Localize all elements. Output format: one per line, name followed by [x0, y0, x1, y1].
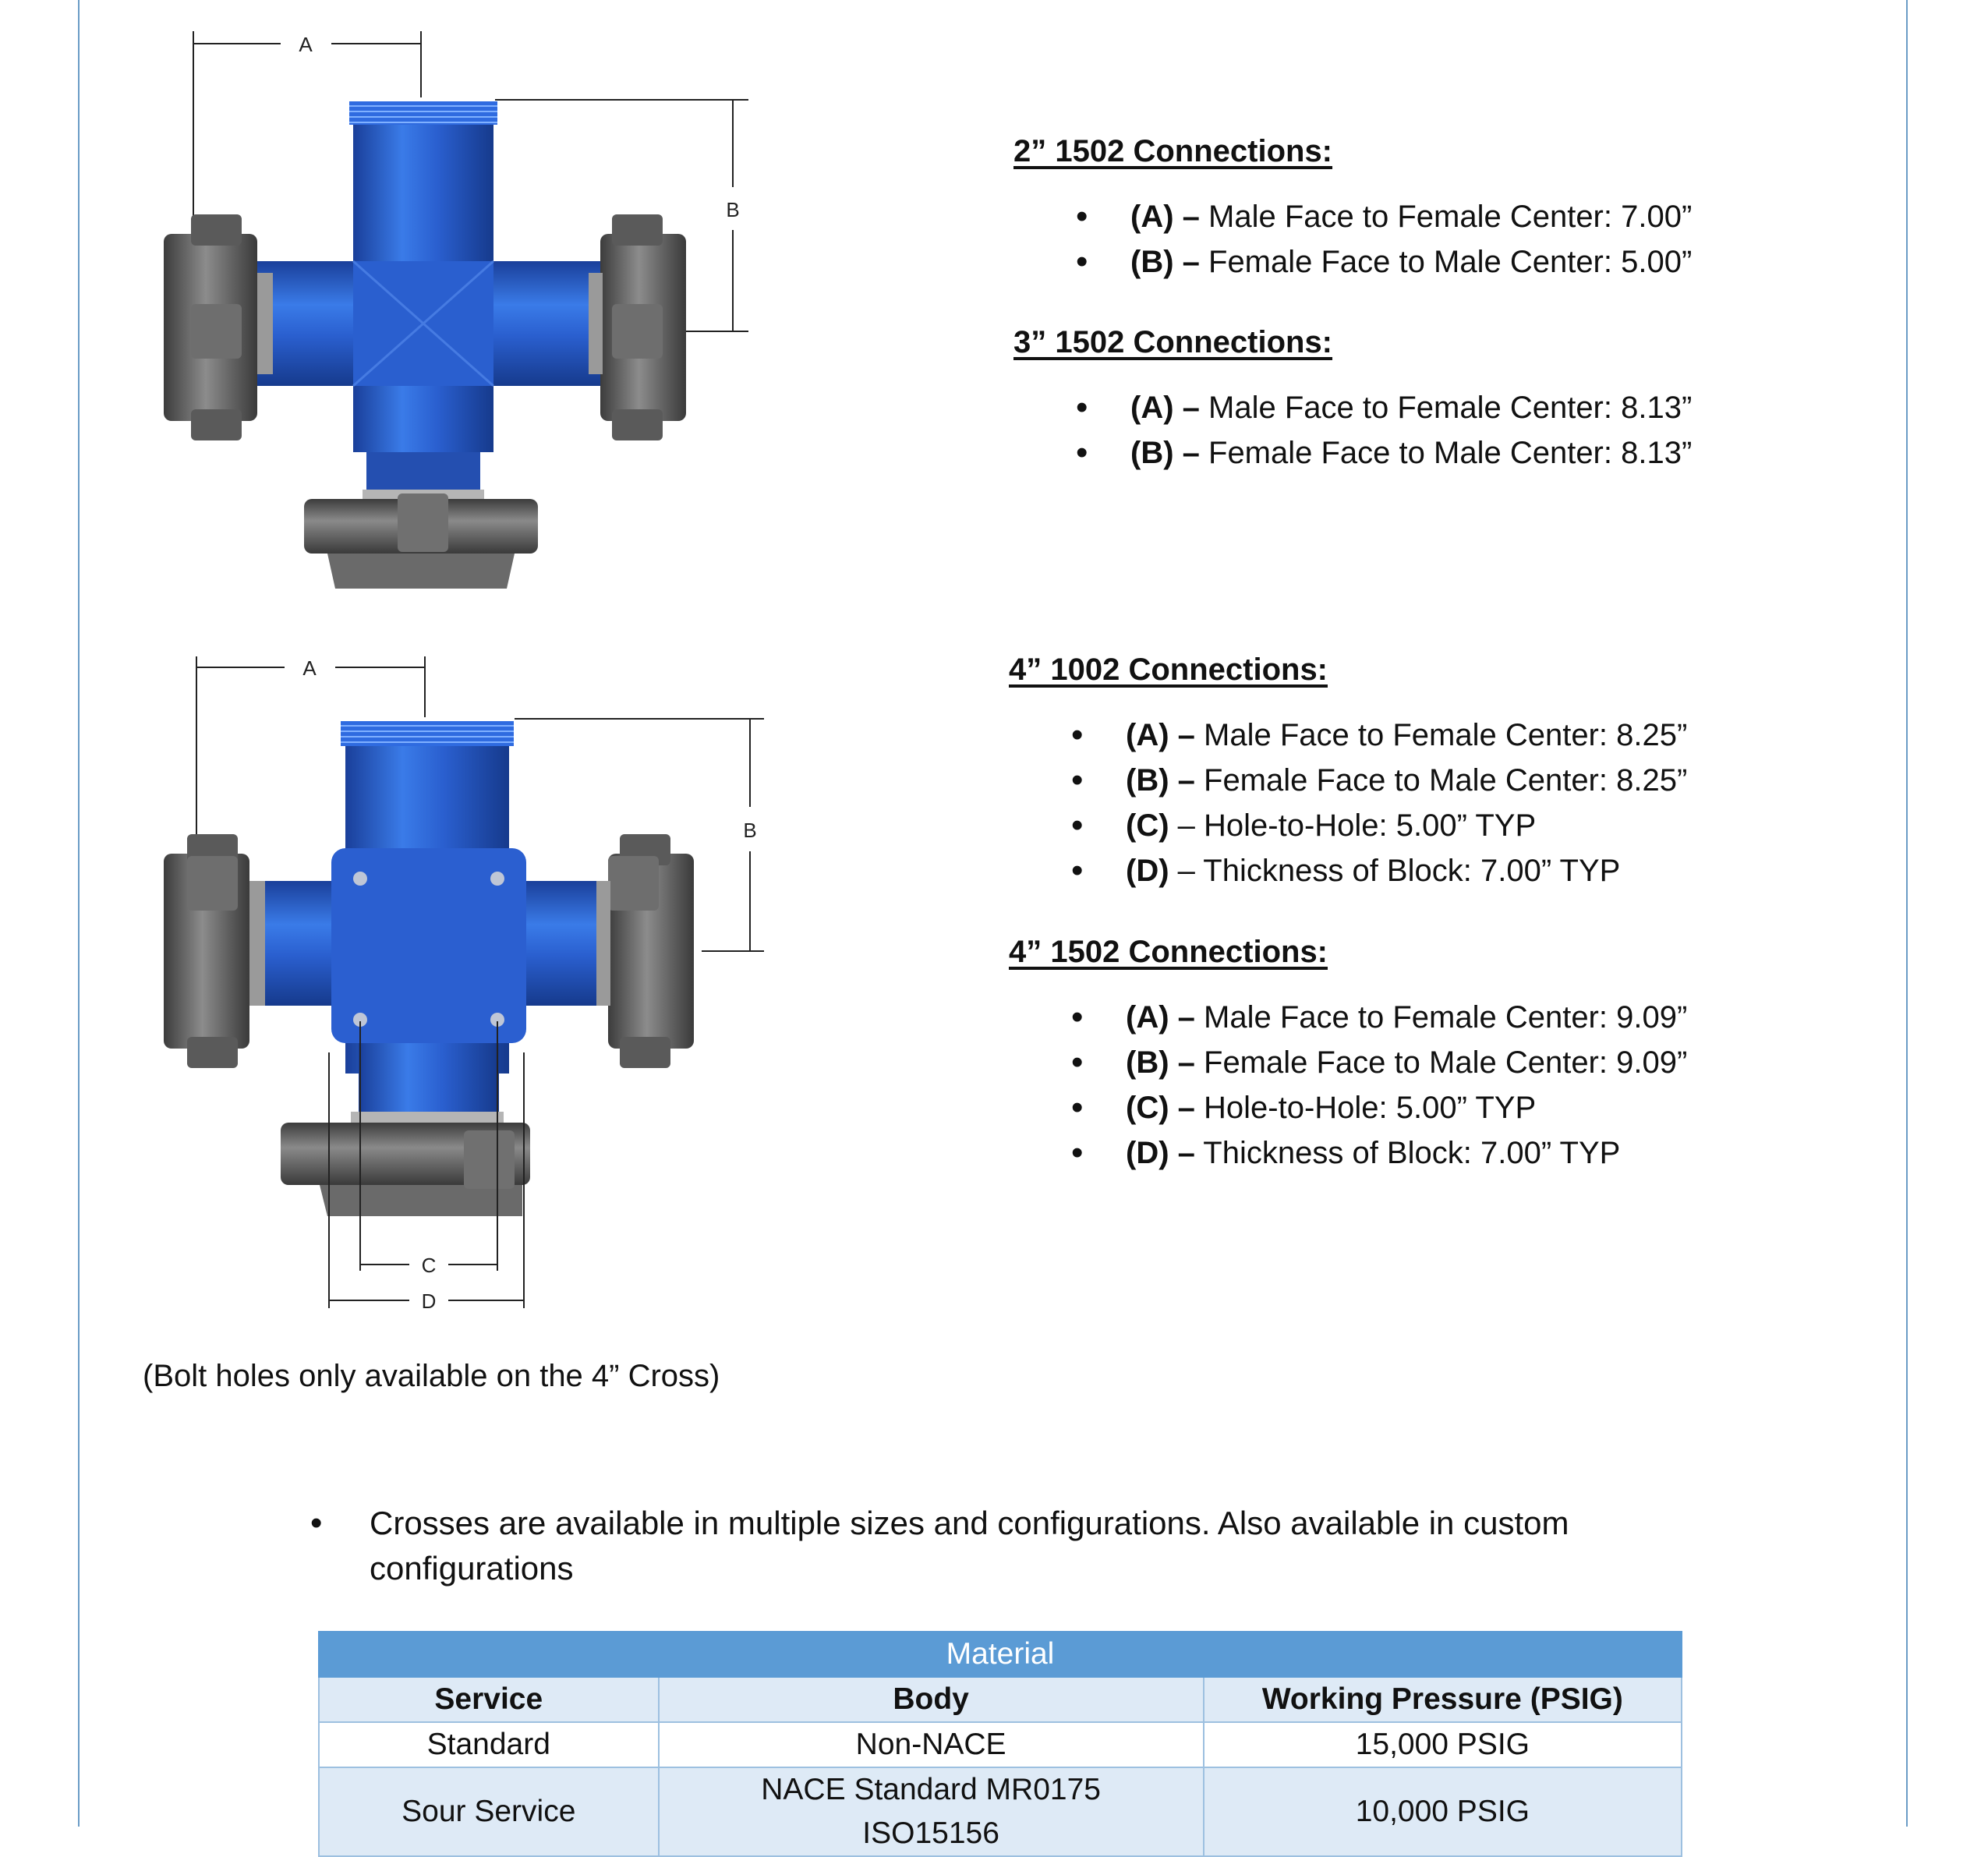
cell-body-line: ISO15156 — [862, 1816, 999, 1850]
table-title: Material — [319, 1632, 1682, 1677]
dimension-a-label: A — [299, 33, 313, 56]
table-row — [319, 1767, 1682, 1856]
spec-4in-1502 — [1009, 929, 1687, 1176]
hub-bottom — [281, 1112, 530, 1216]
cell-body: Non-NACE — [659, 1722, 1204, 1767]
section-title: 3” 1502 Connections: — [1013, 325, 1333, 359]
cross-drawing-standard — [156, 23, 780, 600]
dimension-b-label: B — [726, 198, 740, 221]
page-border-left — [78, 0, 80, 1827]
spec-item: • (C) – Hole-to-Hole: 5.00” TYP — [1126, 1085, 1687, 1130]
section-title: 2” 1502 Connections: — [1013, 134, 1333, 168]
column-header-service: Service — [319, 1677, 659, 1722]
spec-item: • (C) – Hole-to-Hole: 5.00” TYP — [1126, 803, 1687, 848]
availability-note — [312, 1501, 1653, 1591]
dimension-d-label: D — [421, 1289, 437, 1313]
cell-body-line: NACE Standard MR0175 — [761, 1773, 1101, 1806]
hub-right — [589, 214, 686, 440]
spec-item: • (B) – Female Face to Male Center: 9.09” — [1126, 1040, 1687, 1085]
hub-left — [164, 834, 265, 1068]
spec-item: • (B) – Female Face to Male Center: 5.00” — [1130, 239, 1692, 285]
availability-note-text: Crosses are available in multiple sizes and configurations. Also available in custom configurations — [370, 1505, 1569, 1586]
section-title: 4” 1502 Connections: — [1009, 935, 1328, 969]
cell-body — [659, 1767, 1204, 1856]
spec-item: • (A) – Male Face to Female Center: 7.00” — [1130, 194, 1692, 239]
material-table — [318, 1631, 1682, 1857]
dimension-c-label: C — [421, 1254, 437, 1277]
spec-item: • (A) – Male Face to Female Center: 8.25” — [1126, 713, 1687, 758]
spec-item: • (A) – Male Face to Female Center: 8.13” — [1130, 385, 1692, 430]
dimension-a-label: A — [302, 656, 317, 680]
cell-pressure: 10,000 PSIG — [1204, 1767, 1682, 1856]
cell-service: Standard — [319, 1722, 659, 1767]
bolt-hole-caption: (Bolt holes only available on the 4” Cross) — [143, 1359, 720, 1393]
spec-item: • (B) – Female Face to Male Center: 8.13” — [1130, 430, 1692, 476]
cross-drawing-block — [156, 647, 780, 1318]
dimension-b-label: B — [743, 819, 757, 842]
bullet-icon: • — [310, 1504, 323, 1542]
spec-item: • (A) – Male Face to Female Center: 9.09” — [1126, 995, 1687, 1040]
cross-body — [234, 101, 624, 491]
spec-4in-1002 — [1009, 647, 1687, 893]
spec-3in-1502 — [1013, 320, 1692, 476]
hub-bottom — [304, 490, 538, 589]
spec-item: • (D) – Thickness of Block: 7.00” TYP — [1126, 1130, 1687, 1176]
hub-left — [164, 214, 273, 440]
cell-service: Sour Service — [319, 1767, 659, 1856]
section-title: 4” 1002 Connections: — [1009, 653, 1328, 687]
table-row — [319, 1722, 1682, 1767]
column-header-pressure: Working Pressure (PSIG) — [1204, 1677, 1682, 1722]
cross-body — [249, 721, 616, 1113]
cell-pressure: 15,000 PSIG — [1204, 1722, 1682, 1767]
page-border-right — [1906, 0, 1908, 1827]
spec-item: • (B) – Female Face to Male Center: 8.25” — [1126, 758, 1687, 803]
spec-item: • (D) – Thickness of Block: 7.00” TYP — [1126, 848, 1687, 893]
column-header-body: Body — [659, 1677, 1204, 1722]
spec-2in-1502 — [1013, 129, 1692, 285]
hub-right — [596, 834, 694, 1068]
